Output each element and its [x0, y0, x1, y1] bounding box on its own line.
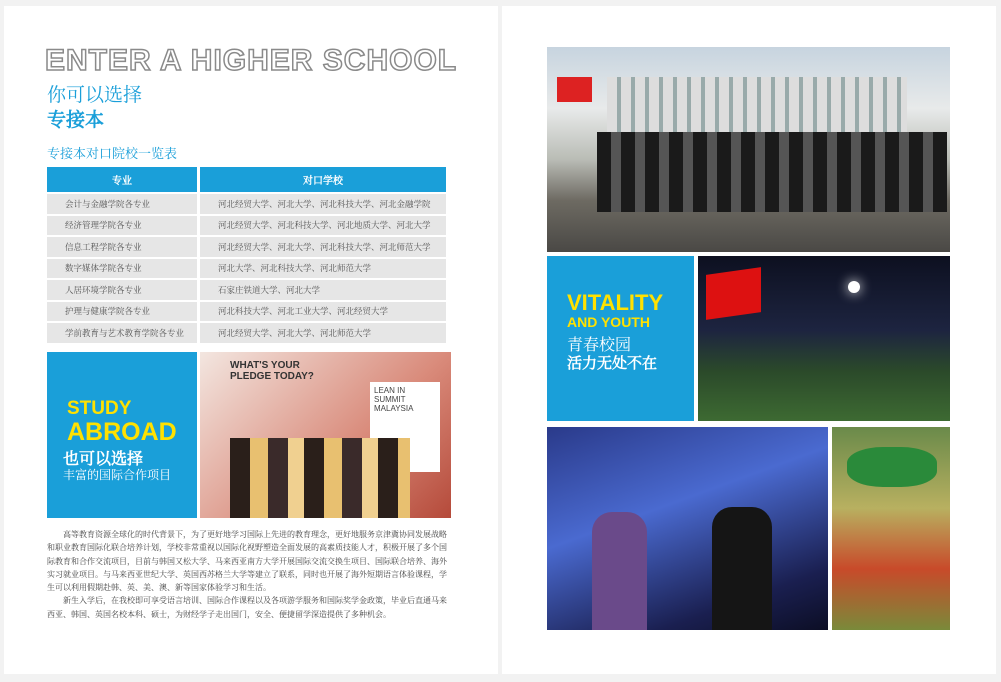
header-major: 专业: [47, 167, 197, 192]
school-cell: 河北经贸大学、河北大学、河北科技大学、河北金融学院: [200, 194, 446, 214]
paragraph: 新生入学后，在我校即可享受语言培训、国际合作课程以及各项游学服务和国际奖学金政策，毕业后直通马来西亚、韩国、英国名校本科、硕士，为财经学子走出国门，安全、便捷留学深造提供了多种机会。: [47, 596, 447, 619]
school-cell: 河北经贸大学、河北科技大学、河北地质大学、河北大学: [200, 216, 446, 236]
honor-guard-photo: [547, 47, 950, 252]
major-cell: 数字媒体学院各专业: [47, 259, 197, 279]
study-abroad-panel: [47, 352, 197, 518]
major-cell: 会计与金融学院各专业: [47, 194, 197, 214]
school-cell: 石家庄铁道大学、河北大学: [200, 280, 446, 300]
vitality-caption: 活力无处不在: [567, 354, 658, 372]
major-cell: 护理与健康学院各专业: [47, 302, 197, 322]
photo-sign: WHAT'S YOUR PLEDGE TODAY?: [230, 360, 314, 382]
school-cell: 河北经贸大学、河北大学、河北师范大学: [200, 323, 446, 343]
study-abroad-caption: 丰富的国际合作项目: [63, 468, 172, 482]
body-text: [47, 528, 453, 621]
singer-female: [592, 512, 647, 630]
subtitle-bold: 专接本: [47, 109, 105, 131]
dragon: [847, 447, 937, 487]
school-cell: 河北经贸大学、河北大学、河北科技大学、河北师范大学: [200, 237, 446, 257]
vitality-panel: [547, 256, 694, 421]
singer-male: [712, 507, 772, 630]
floodlight: [848, 281, 860, 293]
table-row: [47, 302, 446, 322]
table-row: [47, 259, 446, 279]
page-title: ENTER A HIGHER SCHOOL: [45, 44, 458, 77]
people-figures: [230, 438, 410, 518]
red-flag: [557, 77, 592, 102]
vitality-heading-2: AND YOUTH: [567, 314, 650, 330]
paragraph: 高等教育资源全球化的时代背景下，为了更好地学习国际上先进的教育理念，更好地服务京津冀协同发展战略和职业教育国际化联合培养计划，学校非常重视以国际化视野塑造全面发展的高素质技能人才，积极开展了多个国际教育和合作交流项目，目前与韩国又松大学、马来西亚南方大学开展国际交流交换生项目、国际联合培养、海外实习就业项目。与马来西亚世纪大学、英国西苏格兰大学等建立了联系，同时也开展了海外短期语言体验课程，学生可以利用假期赴韩、英、美、澳、新等国家体验学习和生活。: [47, 530, 447, 593]
table-title: 专接本对口院校一览表: [47, 147, 178, 162]
national-flag: [706, 267, 761, 320]
header-school: 对口学校: [200, 167, 446, 192]
dragon-dance-photo: [832, 427, 950, 630]
stage-performance-photo: [547, 427, 828, 630]
table-row: [47, 216, 446, 236]
major-cell: 经济管理学院各专业: [47, 216, 197, 236]
school-cell: 河北科技大学、河北工业大学、河北经贸大学: [200, 302, 446, 322]
major-cell: 人居环境学院各专业: [47, 280, 197, 300]
photo-banner: LEAN IN SUMMIT MALAYSIA: [370, 382, 440, 472]
subtitle: 你可以选择: [47, 84, 143, 106]
study-abroad-photo: [200, 352, 451, 518]
left-page: [4, 6, 498, 674]
study-abroad-heading: STUDY: [67, 398, 132, 419]
major-cell: 信息工程学院各专业: [47, 237, 197, 257]
table-row: [47, 323, 446, 343]
marching-soldiers: [597, 132, 947, 212]
schools-table: [44, 165, 449, 345]
study-abroad-heading-2: ABROAD: [67, 418, 177, 446]
right-page: [502, 6, 996, 674]
school-cell: 河北大学、河北科技大学、河北师范大学: [200, 259, 446, 279]
table-row: [47, 194, 446, 214]
study-abroad-subtitle: 也可以选择: [63, 449, 144, 468]
vitality-heading: VITALITY: [567, 290, 664, 315]
sports-field-night-photo: [698, 256, 950, 421]
major-cell: 学前教育与艺术教育学院各专业: [47, 323, 197, 343]
table-row: [47, 280, 446, 300]
vitality-subtitle: 青春校园: [567, 335, 632, 354]
table-row: [47, 237, 446, 257]
